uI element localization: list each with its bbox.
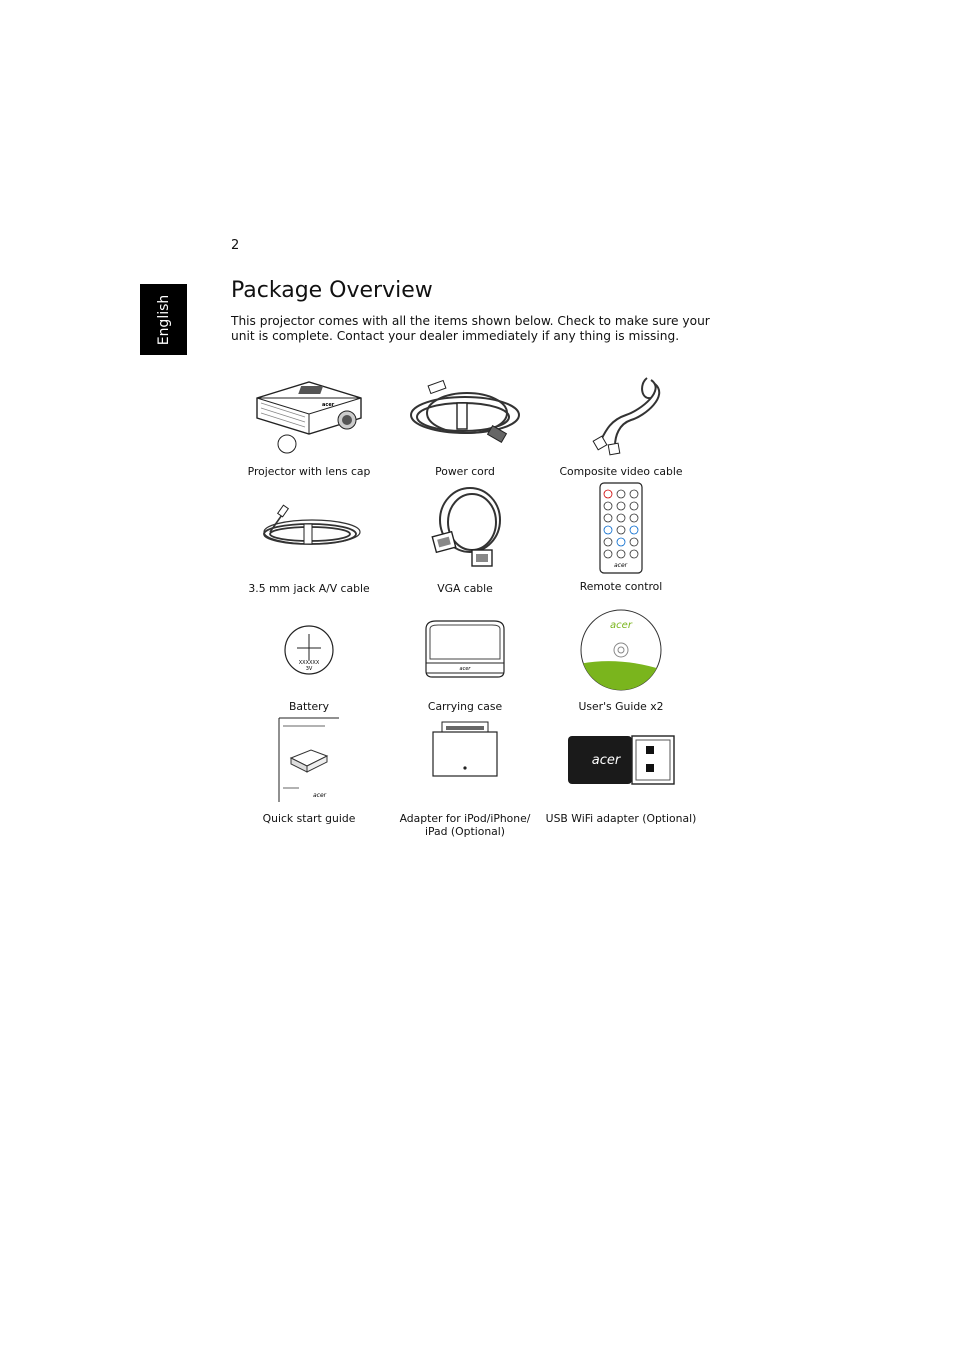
item-label: Power cord [435, 465, 495, 478]
intro-paragraph: This projector comes with all the items shown below. Check to make sure your unit is complete. Contact your dealer immediately if any thing is missing. [231, 314, 710, 343]
ipod-adapter-icon [430, 720, 500, 800]
item-label: User's Guide x2 [578, 700, 664, 713]
item-vga-cable [387, 482, 543, 595]
item-quick-start-guide [231, 716, 387, 825]
language-tab-label: English [155, 294, 172, 345]
cd-icon [579, 608, 663, 692]
item-av-cable [231, 482, 387, 595]
item-label: Adapter for iPod/iPhone/ iPad (Optional) [399, 812, 531, 838]
battery-icon [279, 620, 339, 680]
item-ipod-adapter [387, 716, 543, 838]
item-label: Battery [289, 700, 329, 713]
composite-cable-icon [571, 370, 671, 460]
item-composite-cable [543, 365, 699, 478]
remote-control-icon [598, 482, 644, 574]
projector-brand: acer [322, 402, 335, 408]
item-remote-control [543, 482, 699, 593]
usb-brand: acer [591, 753, 621, 768]
vga-cable-icon [420, 484, 510, 580]
projector-icon [249, 370, 369, 460]
cd-brand: acer [610, 620, 632, 631]
item-label: 3.5 mm jack A/V cable [248, 582, 370, 595]
case-brand: acer [459, 666, 471, 672]
item-label: Composite video cable [559, 465, 683, 478]
booklet-brand: acer [313, 792, 327, 799]
item-usb-wifi [543, 716, 699, 825]
item-label: Carrying case [427, 700, 503, 713]
item-projector [231, 365, 387, 478]
power-cord-icon [405, 375, 525, 455]
item-label: USB WiFi adapter (Optional) [545, 812, 697, 825]
item-label: Projector with lens cap [247, 465, 371, 478]
page-title: Package Overview [231, 278, 433, 303]
item-label: Quick start guide [262, 812, 356, 825]
page-number: 2 [231, 238, 240, 253]
battery-code: XXXXXX [298, 660, 320, 666]
item-power-cord [387, 365, 543, 478]
item-label: VGA cable [437, 582, 493, 595]
language-tab [140, 284, 187, 355]
carrying-case-icon [420, 615, 510, 685]
item-carrying-case [387, 600, 543, 713]
item-battery [231, 600, 387, 713]
usb-wifi-icon [566, 734, 676, 786]
battery-voltage: 3V [305, 666, 313, 672]
remote-brand: acer [614, 562, 628, 569]
av-cable-icon [254, 502, 364, 562]
item-users-guide [543, 600, 699, 713]
booklet-icon [277, 716, 341, 804]
item-label: Remote control [579, 580, 663, 593]
